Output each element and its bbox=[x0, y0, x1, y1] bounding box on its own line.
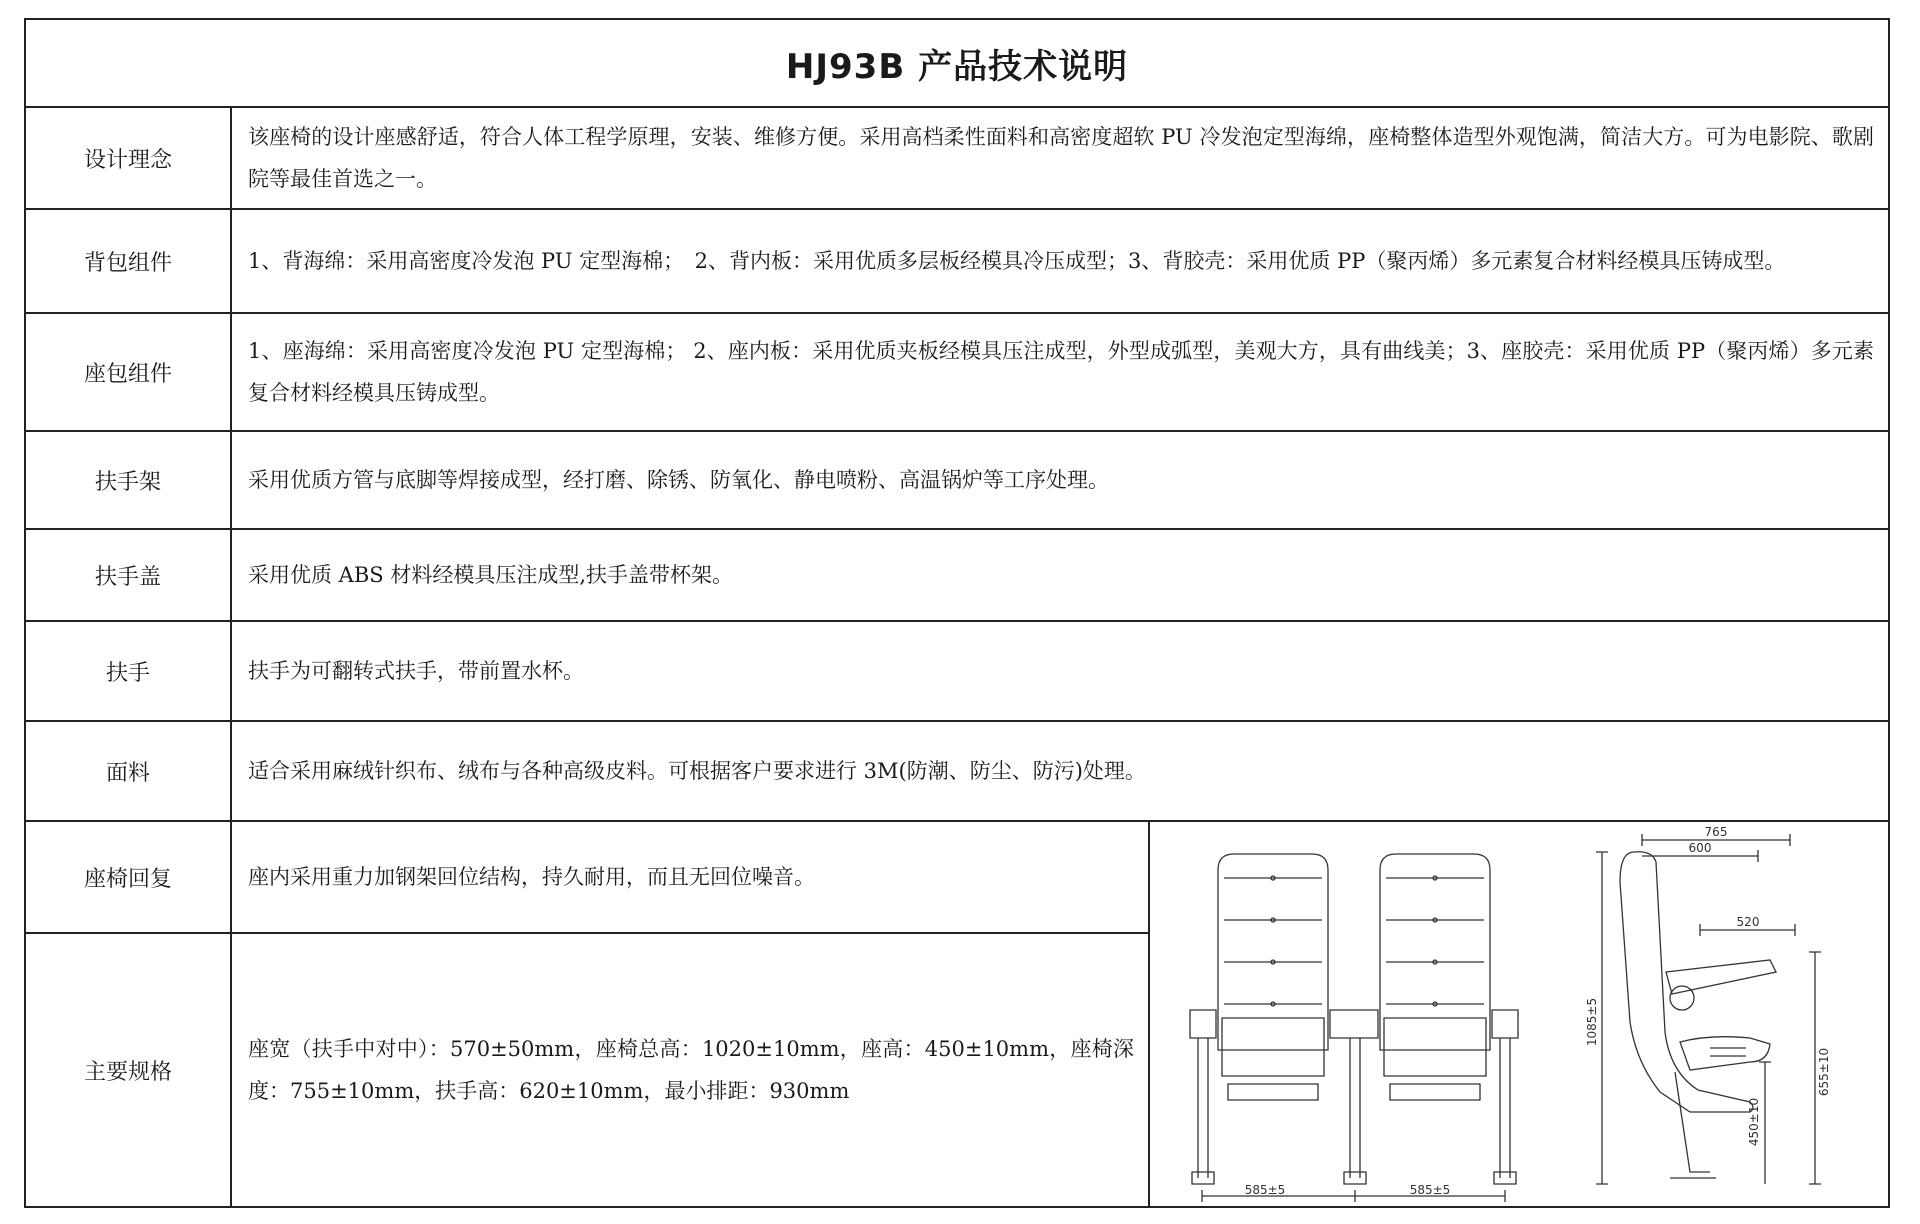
row-content bbox=[232, 432, 1888, 528]
page-title: HJ93B 产品技术说明 bbox=[26, 20, 1888, 108]
row-label: 扶手架 bbox=[26, 432, 232, 528]
table-row bbox=[26, 622, 1888, 722]
front-width-label: 585±5 bbox=[1409, 1183, 1451, 1197]
front-chair-left bbox=[1190, 854, 1328, 1184]
row-label: 背包组件 bbox=[26, 210, 232, 312]
row-content bbox=[232, 722, 1888, 820]
row-text: 采用优质方管与底脚等焊接成型，经打磨、除锈、防氧化、静电喷粉、高温锅炉等工序处理。 bbox=[248, 468, 1109, 492]
side-dim-label: 765 bbox=[1704, 825, 1728, 839]
row-text: 座宽（扶手中对中）：570±50mm，座椅总高：1020±10mm，座高：450±10mm，座椅深度：755±10mm，扶手高：620±10mm，最小排距：930mm bbox=[248, 1037, 1134, 1103]
row-label: 面料 bbox=[26, 722, 232, 820]
row-text: 采用优质 ABS 材料经模具压注成型,扶手盖带杯架。 bbox=[248, 563, 734, 587]
row-text: 1、背海绵：采用高密度冷发泡 PU 定型海棉； 2、背内板：采用优质多层板经模具冷压成型；3、背胶壳：采用优质 PP（聚丙烯）多元素复合材料经模具压铸成型。 bbox=[248, 249, 1786, 273]
row-content bbox=[232, 210, 1888, 312]
row-content bbox=[232, 934, 1148, 1206]
side-dim-label: 520 bbox=[1736, 915, 1760, 929]
row-content bbox=[232, 822, 1148, 932]
row-text: 适合采用麻绒针织布、绒布与各种高级皮料。可根据客户要求进行 3M(防潮、防尘、防污)处理。 bbox=[248, 759, 1146, 783]
side-dim-label: 1085±5 bbox=[1585, 997, 1599, 1047]
row-text: 该座椅的设计座感舒适，符合人体工程学原理，安装、维修方便。采用高档柔性面料和高密度超软 PU 冷发泡定型海绵，座椅整体造型外观饱满，简洁大方。可为电影院、歌剧院等最佳首选之一。 bbox=[248, 125, 1874, 191]
table-row bbox=[26, 210, 1888, 314]
row-label: 设计理念 bbox=[26, 108, 232, 208]
row-label: 扶手 bbox=[26, 622, 232, 720]
spec-sheet bbox=[24, 18, 1890, 1208]
row-text: 座内采用重力加钢架回位结构，持久耐用，而且无回位噪音。 bbox=[248, 865, 815, 889]
chair-technical-drawing bbox=[1148, 822, 1888, 1206]
row-label: 座椅回复 bbox=[26, 822, 232, 932]
side-dim-label: 450±10 bbox=[1747, 1097, 1761, 1147]
side-chair bbox=[1596, 834, 1821, 1184]
table-row bbox=[26, 108, 1888, 210]
table-row bbox=[26, 314, 1888, 432]
row-text: 1、座海绵：采用高密度冷发泡 PU 定型海棉； 2、座内板：采用优质夹板经模具压注成型，外型成弧型，美观大方，具有曲线美；3、座胶壳：采用优质 PP（聚丙烯）多元素复合材料经模具压铸成型。 bbox=[248, 339, 1874, 405]
row-label: 主要规格 bbox=[26, 934, 232, 1206]
row-label: 座包组件 bbox=[26, 314, 232, 430]
row-content bbox=[232, 622, 1888, 720]
front-chair-right bbox=[1330, 854, 1518, 1184]
row-content bbox=[232, 530, 1888, 620]
row-content bbox=[232, 108, 1888, 208]
table-row bbox=[26, 432, 1888, 530]
front-width-label: 585±5 bbox=[1244, 1183, 1286, 1197]
row-text: 扶手为可翻转式扶手，带前置水杯。 bbox=[248, 659, 584, 683]
table-row bbox=[26, 530, 1888, 622]
table-row bbox=[26, 722, 1888, 822]
row-label: 扶手盖 bbox=[26, 530, 232, 620]
table-row bbox=[26, 934, 1148, 1206]
row-content bbox=[232, 314, 1888, 430]
side-dim-label: 655±10 bbox=[1817, 1047, 1831, 1097]
side-dim-label: 600 bbox=[1688, 841, 1712, 855]
chair-drawing-svg bbox=[1150, 822, 1888, 1206]
